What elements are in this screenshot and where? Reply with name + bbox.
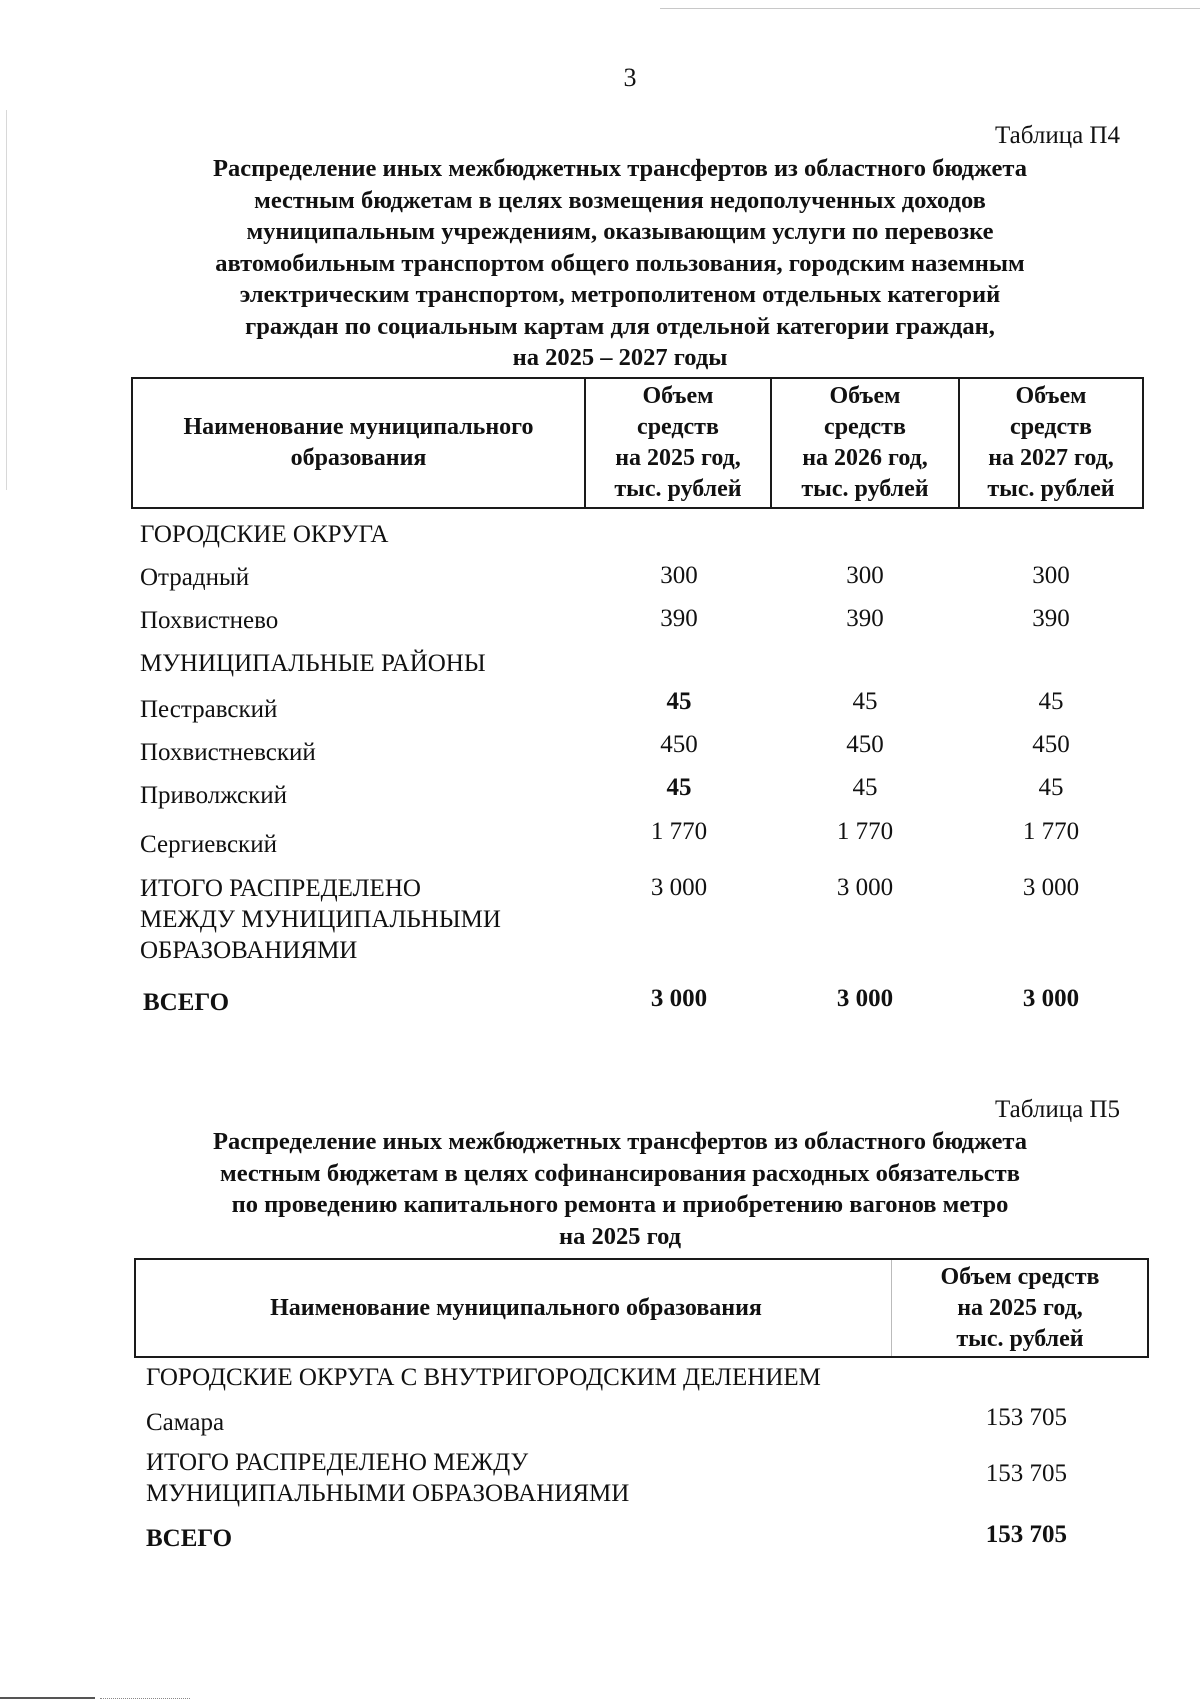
- title-line: по проведению капитального ремонта и приобретению вагонов метро: [231, 1191, 1009, 1218]
- value-2025: 300: [660, 562, 698, 589]
- table-p5-title: [100, 1126, 1140, 1252]
- total-2025: 153 705: [985, 1521, 1067, 1548]
- title-line: на 2025 – 2027 годы: [512, 344, 728, 371]
- total-name: ВСЕГО: [146, 1525, 233, 1552]
- value-2025: 1 770: [650, 818, 708, 845]
- table-p4-header: [131, 377, 1144, 509]
- value-2027: 45: [1038, 774, 1064, 801]
- subtotal-2025: 153 705: [985, 1460, 1067, 1487]
- value-2027: 300: [1032, 562, 1070, 589]
- scan-edge-bottom: [0, 1697, 95, 1699]
- row-name: Похвистнево: [140, 607, 279, 634]
- title-line: Распределение иных межбюджетных трансфертов из областного бюджета: [213, 155, 1027, 182]
- table-p5-label: Таблица П5: [995, 1096, 1120, 1123]
- value-2026: 300: [846, 562, 884, 589]
- subtotal-name: ИТОГО РАСПРЕДЕЛЕНО МЕЖДУ МУНИЦИПАЛЬНЫМИ ОБРАЗОВАНИЯМИ: [146, 1449, 630, 1507]
- section-city-districts: ГОРОДСКИЕ ОКРУГА: [140, 521, 389, 548]
- total-2026: 3 000: [836, 985, 894, 1012]
- value-2025: 390: [660, 605, 698, 632]
- value-2025: 45: [666, 774, 692, 801]
- title-line: на 2025 год: [558, 1222, 682, 1250]
- table-p4-label: Таблица П4: [995, 122, 1120, 149]
- value-2027: 450: [1032, 731, 1070, 758]
- value-2026: 45: [852, 688, 878, 715]
- value-2027: 390: [1032, 605, 1070, 632]
- header-name: Наименование муниципального образования: [183, 414, 534, 471]
- row-name: Самара: [146, 1409, 225, 1436]
- page-number: 3: [623, 63, 637, 92]
- value-2026: 1 770: [836, 818, 894, 845]
- value-2026: 390: [846, 605, 884, 632]
- title-line: электрическим транспортом, метрополитеном отдельных категорий: [239, 281, 1001, 308]
- scan-edge-top: [660, 8, 1200, 9]
- header-2026: Объем средств на 2026 год, тыс. рублей: [801, 383, 929, 502]
- row-name: Сергиевский: [140, 831, 277, 858]
- header-2027: Объем средств на 2027 год, тыс. рублей: [987, 383, 1115, 502]
- subtotal-2025: 3 000: [650, 874, 708, 901]
- subtotal-2026: 3 000: [836, 874, 894, 901]
- header-2025: Объем средств на 2025 год, тыс. рублей: [940, 1263, 1100, 1352]
- row-name: Отрадный: [140, 564, 250, 591]
- title-line: муниципальным учреждениям, оказывающим услуги по перевозке: [246, 218, 994, 245]
- table-p5-header: [134, 1258, 1149, 1358]
- row-name: Приволжский: [140, 782, 288, 809]
- section-municipal-districts: МУНИЦИПАЛЬНЫЕ РАЙОНЫ: [140, 650, 486, 677]
- value-2026: 450: [846, 731, 884, 758]
- total-2027: 3 000: [1022, 985, 1080, 1012]
- scan-edge-left: [6, 110, 7, 490]
- title-line: Распределение иных межбюджетных трансфертов из областного бюджета: [213, 1128, 1027, 1155]
- title-line: граждан по социальным картам для отдельной категории граждан,: [245, 312, 995, 340]
- row-name: Похвистневский: [140, 739, 316, 766]
- value-2027: 1 770: [1022, 818, 1080, 845]
- row-name: Пестравский: [140, 696, 278, 723]
- value-2025: 450: [660, 731, 698, 758]
- scan-dots: [100, 1698, 190, 1700]
- title-line: автомобильным транспортом общего пользования, городским наземным: [215, 249, 1025, 277]
- header-2025: Объем средств на 2025 год, тыс. рублей: [614, 383, 742, 502]
- table-p4-title: [100, 153, 1140, 374]
- section-city-intracity: ГОРОДСКИЕ ОКРУГА С ВНУТРИГОРОДСКИМ ДЕЛЕНИЕМ: [146, 1364, 821, 1391]
- total-name: ВСЕГО: [143, 989, 230, 1016]
- value-2027: 45: [1038, 688, 1064, 715]
- value-2025: 153 705: [985, 1404, 1067, 1431]
- title-line: местным бюджетам в целях софинансирования расходных обязательств: [220, 1159, 1020, 1187]
- title-line: местным бюджетам в целях возмещения недополученных доходов: [254, 186, 986, 214]
- header-name: Наименование муниципального образования: [270, 1294, 762, 1321]
- value-2026: 45: [852, 774, 878, 801]
- total-2025: 3 000: [650, 985, 708, 1012]
- subtotal-name: ИТОГО РАСПРЕДЕЛЕНО МЕЖДУ МУНИЦИПАЛЬНЫМИ ОБРАЗОВАНИЯМИ: [140, 875, 501, 964]
- value-2025: 45: [666, 688, 692, 715]
- subtotal-2027: 3 000: [1022, 874, 1080, 901]
